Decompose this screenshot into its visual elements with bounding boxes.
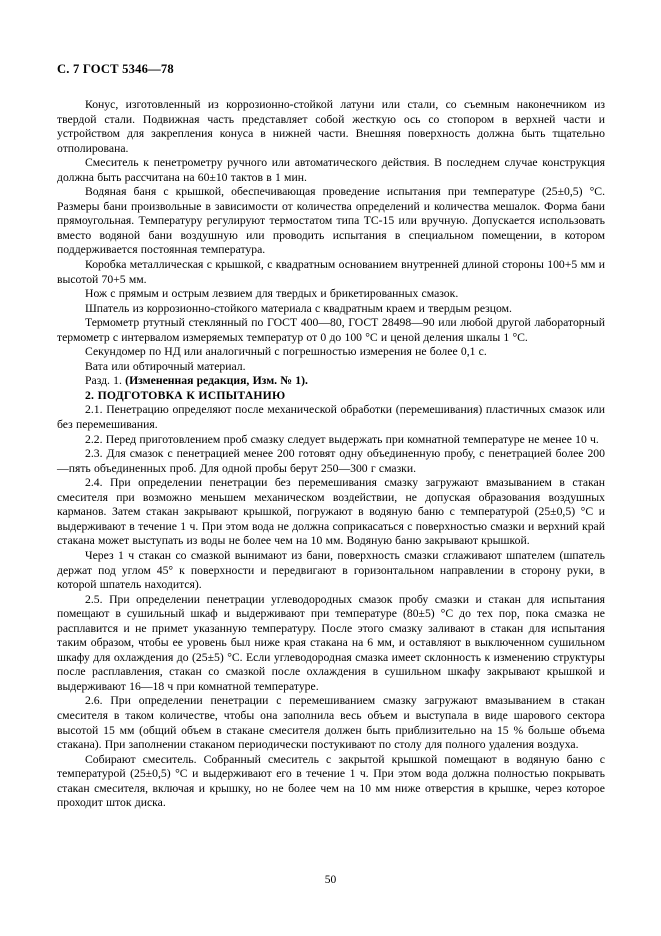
paragraph-2-6: 2.6. При определении пенетрации с перемешиванием смазку загружают вмазыванием в стакан смесителя в таком количестве, чтобы она заполнила весь объем и выступала в виде шарового сектора высотой 15 мм (общий объем в стакане смесителя должен быть приблизительно на 15 % больше объема стакана). При заполнении стаканом периодически постукивают по столу для полного удаления воздуха. — [57, 694, 605, 752]
paragraph-2-4-continuation: Через 1 ч стакан со смазкой вынимают из бани, поверхность смазки сглаживают шпателем (шпатель держат под углом 45° к поверхности и передвигают в горизонтальном направлении в сторону руки, в которой шпатель находится). — [57, 548, 605, 592]
page-header-gost-number: С. 7 ГОСТ 5346—78 — [57, 62, 174, 76]
paragraph-metal-box: Коробка металлическая с крышкой, с квадратным основанием внутренней длиной стороны 100+5 мм и высотой 70+5 мм. — [57, 258, 605, 286]
paragraph-2-3: 2.3. Для смазок с пенетрацией менее 200 готовят одну объединенную пробу, с пенетрацией более 200—пять объединенных проб. Для одной пробы берут 250—300 г смазки. — [57, 447, 605, 475]
paragraph-spatula: Шпатель из коррозионно-стойкого материала с квадратным краем и твердым резцом. — [85, 301, 512, 315]
paragraph-2-4: 2.4. При определении пенетрации без перемешивания смазку загружают вмазыванием в стакан смесителя при возможно меньшем механическом воздействии, не допуская образования воздушных карманов. Затем стакан закрывают крышкой, погружают в водяную баню с температурой (25±0,5) °С и выдерживают в течение 1 ч. При этом вода не должна соприкасаться с поверхностью смазки и верхний край стакана может выступать из воды не более чем на 10 мм. Водяную баню закрывают крышкой. — [57, 476, 605, 548]
paragraph-2-2: 2.2. Перед приготовлением проб смазку следует выдержать при комнатной температуре не менее 10 ч. — [85, 432, 599, 446]
revision-note-bold: (Измененная редакция, Изм. № 1). — [125, 374, 308, 388]
paragraph-thermometer: Термометр ртутный стеклянный по ГОСТ 400—80, ГОСТ 28498—90 или любой другой лабораторный термометр с интервалом измеряемых температур от 0 до 100 °С и ценой деления шкалы 1 °С. — [57, 316, 605, 344]
revision-note — [57, 374, 605, 389]
paragraph-knife: Нож с прямым и острым лезвием для твердых и брикетированных смазок. — [85, 287, 459, 301]
paragraph-2-1: 2.1. Пенетрацию определяют после механической обработки (перемешивания) пластичных смазок или без перемешивания. — [57, 403, 605, 432]
page-content — [57, 62, 605, 811]
paragraph-cone: Конус, изготовленный из коррозионно-стойкой латуни или стали, со съемным наконечником из твердой стали. Подвижная часть представляет собой жесткую ось со стопором в верхней части и устройством для закрепления конуса в нижней части. Внешняя поверхность должна быть тщательно отполирована. — [57, 98, 605, 155]
section-2-heading: 2. ПОДГОТОВКА К ИСПЫТАНИЮ — [85, 388, 286, 402]
paragraph-2-6-continuation: Собирают смеситель. Собранный смеситель с закрытой крышкой помещают в водяную баню с температурой (25±0,5) °С и выдерживают его в течение 1 ч. При этом вода должна полностью покрывать стакан смесителя, включая и крышку, но не более чем на 10 мм ниже отверстия в крышке, через которое проходит шток диска. — [57, 752, 605, 810]
paragraph-2-5: 2.5. При определении пенетрации углеводородных смазок пробу смазки и стакан для испытания помещают в сушильный шкаф и выдерживают при температуре (80±5) °С до тех пор, пока смазка не расплавится и не примет указанную температуру. После этого смазку заливают в стакан для испытания таким образом, чтобы ее уровень был ниже края стакана на 6 мм, и оставляют в выключенном сушильном шкафу для охлаждения до (25±5) °С. Если углеводородная смазка имеет склонность к изменению структуры после расплавления, стакан со смазкой после охлаждения в сушильном шкафу закрывают крышкой и выдерживают 16—18 ч при комнатной температуре. — [57, 592, 605, 693]
revision-note-prefix: Разд. 1. — [85, 374, 126, 388]
page-number: 50 — [324, 874, 337, 886]
paragraph-mixer: Смеситель к пенетрометру ручного или автоматического действия. В последнем случае конструкция должна быть рассчитана на 60±10 тактов в 1 мин. — [57, 156, 605, 184]
paragraph-water-bath: Водяная баня с крышкой, обеспечивающая проведение испытания при температуре (25±0,5) °С. Размеры бани произвольные в зависимости от количества определений и количества мешалок. Форма бани прямоугольная. Температуру регулируют термостатом типа ТС-15 или вручную. Допускается использовать вместо водяной бани воздушную или проводить испытания в специальном помещении, в котором поддерживается постоянная температура. — [57, 185, 605, 257]
paragraph-stopwatch: Секундомер по НД или аналогичный с погрешностью измерения не более 0,1 с. — [85, 345, 487, 359]
paragraph-cotton: Вата или обтирочный материал. — [85, 359, 246, 373]
